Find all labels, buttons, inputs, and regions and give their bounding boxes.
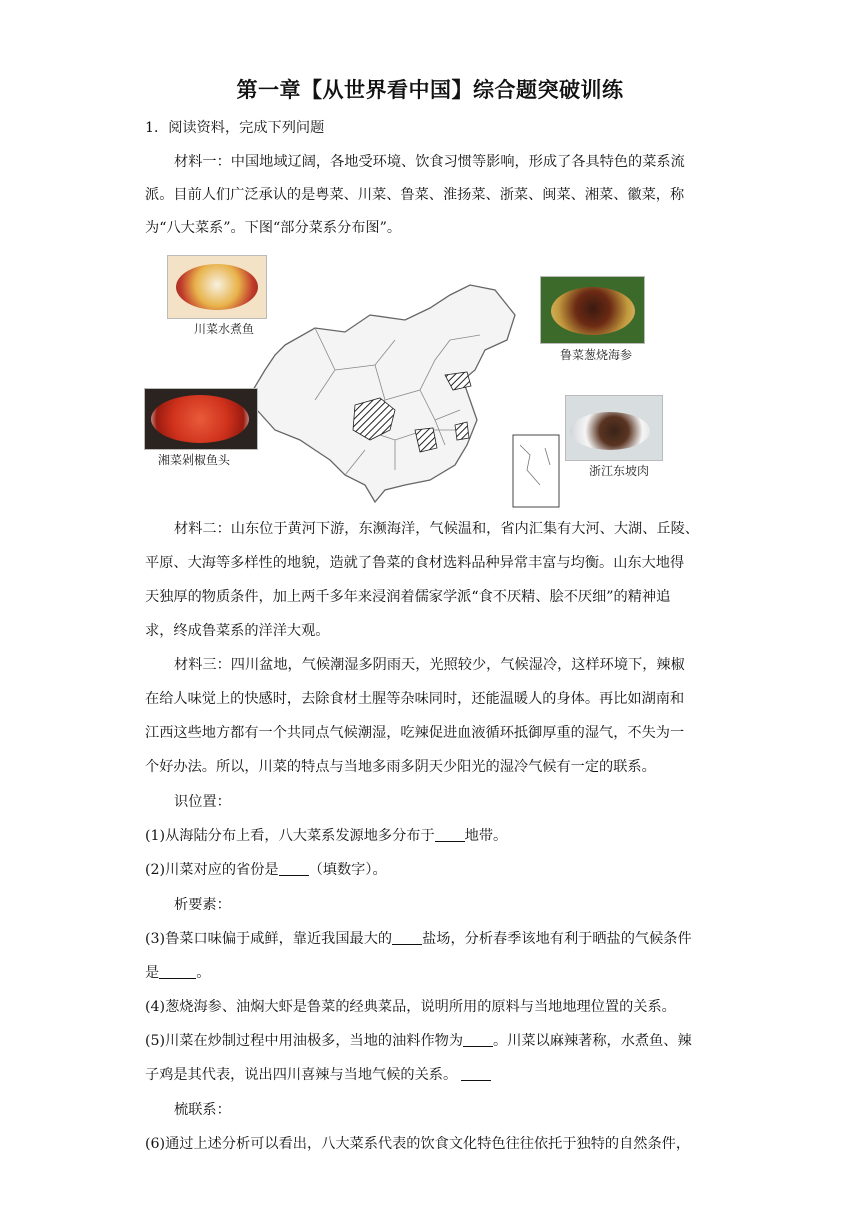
zhejiang-dish-photo xyxy=(565,395,663,461)
hunan-dish-photo xyxy=(144,388,258,450)
q5-text-b: 。川菜以麻辣著称，水煮鱼、辣 xyxy=(493,1033,692,1049)
question-1 xyxy=(145,826,720,846)
south-sea-inset xyxy=(513,435,559,507)
cuisine-distribution-figure xyxy=(140,250,720,510)
q2-text-a: (2)川菜对应的省份是 xyxy=(145,862,279,878)
section-locate: 识位置： xyxy=(174,794,231,810)
question-3-line-2 xyxy=(145,963,720,983)
q3-text-a: (3)鲁菜口味偏于咸鲜，靠近我国最大的 xyxy=(145,931,393,947)
material3-line-2: 在给人味觉上的快感时，去除食材土腥等杂味同时，还能温暖人的身体。再比如湖南和 xyxy=(145,691,685,707)
shandong-dish-photo xyxy=(540,276,645,344)
q1-text-a: (1)从海陆分布上看，八大菜系发源地多分布于 xyxy=(145,828,435,844)
sichuan-caption: 川菜水煮鱼 xyxy=(194,322,255,336)
shandong-caption: 鲁菜葱烧海参 xyxy=(560,348,633,362)
q3-answer-blank-2[interactable] xyxy=(159,964,196,979)
q1-text-b: 地带。 xyxy=(464,828,508,844)
section-analyze: 析要素： xyxy=(174,897,231,913)
q3-text-c: 是 xyxy=(145,965,160,981)
q5-answer-blank-1[interactable] xyxy=(463,1032,493,1047)
q5-text-a: (5)川菜在炒制过程中用油极多，当地的油料作物为 xyxy=(145,1033,464,1049)
sichuan-dish-photo xyxy=(167,255,267,319)
material2-line-2: 平原、大海等多样性的地貌，造就了鲁菜的食材选料品种异常丰富与均衡。山东大地得 xyxy=(145,555,685,571)
question-stem: 1．阅读资料，完成下列问题 xyxy=(145,120,325,136)
zhejiang-caption: 浙江东坡肉 xyxy=(589,464,650,478)
question-5-line-1 xyxy=(145,1031,720,1051)
material3-line-4: 个好办法。所以，川菜的特点与当地多雨多阴天少阳光的湿冷气候有一定的联系。 xyxy=(145,759,656,775)
material1-line-3: 为“八大菜系”。下图“部分菜系分布图”。 xyxy=(145,220,402,236)
question-2 xyxy=(145,860,720,880)
material2-line-4: 求，终成鲁菜系的洋洋大观。 xyxy=(145,623,330,639)
material2-line-3: 天独厚的物质条件，加上两千多年来浸润着儒家学派“食不厌精、脍不厌细”的精神追 xyxy=(145,589,671,605)
q5-answer-blank-2[interactable] xyxy=(461,1066,491,1081)
hunan-caption: 湘菜剁椒鱼头 xyxy=(158,453,231,467)
q1-answer-blank[interactable] xyxy=(435,827,465,842)
section-connect: 梳联系： xyxy=(174,1102,231,1118)
material3-line-3: 江西这些地方都有一个共同点气候潮湿，吃辣促进血液循环抵御厚重的湿气，不失为一 xyxy=(145,725,685,741)
material1-line-1: 材料一：中国地域辽阔，各地受环境、饮食习惯等影响，形成了各具特色的菜系流 xyxy=(174,154,685,170)
question-4: (4)葱烧海参、油焖大虾是鲁菜的经典菜品，说明所用的原料与当地地理位置的关系。 xyxy=(145,999,676,1015)
zhejiang-region xyxy=(455,422,469,440)
q5-text-c: 子鸡是其代表，说出四川喜辣与当地气候的关系。 xyxy=(145,1067,458,1083)
material3-line-1: 材料三：四川盆地，气候潮湿多阴雨天，光照较少，气候湿冷，这样环境下，辣椒 xyxy=(174,657,685,673)
china-outline xyxy=(253,285,515,502)
question-5-line-2 xyxy=(145,1065,720,1085)
material2-line-1: 材料二：山东位于黄河下游，东濒海洋，气候温和，省内汇集有大河、大湖、丘陵、 xyxy=(174,521,699,537)
q3-text-b: 盐场，分析春季该地有利于晒盐的气候条件 xyxy=(422,931,692,947)
q2-answer-blank[interactable] xyxy=(279,861,309,876)
q2-text-b: （填数字）。 xyxy=(308,862,387,878)
material1-line-2: 派。目前人们广泛承认的是粤菜、川菜、鲁菜、淮扬菜、浙菜、闽菜、湘菜、徽菜，称 xyxy=(145,187,685,203)
page-title: 第一章【从世界看中国】综合题突破训练 xyxy=(236,78,624,102)
question-6: (6)通过上述分析可以看出，八大菜系代表的饮食文化特色往往依托于独特的自然条件， xyxy=(145,1136,691,1152)
q3-answer-blank-1[interactable] xyxy=(392,930,422,945)
q3-text-d: 。 xyxy=(196,965,211,981)
question-3-line-1 xyxy=(145,929,720,949)
